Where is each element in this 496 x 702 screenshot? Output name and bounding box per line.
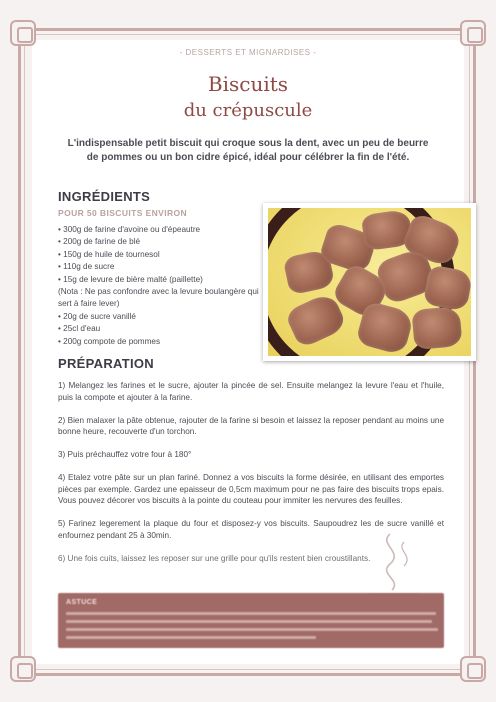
preparation-heading: PRÉPARATION: [58, 356, 154, 371]
step-text: 5) Farinez legerement la plaque du four et disposez-y vos biscuits. Saupoudrez les de sucre vanillé et enfournez pendant 25 à 30min.: [58, 519, 444, 540]
ingredients-heading: INGRÉDIENTS: [58, 189, 151, 204]
step-text: 2) Bien malaxer la pâte obtenue, rajouter de la farine si besoin et laissez la reposer pendant au moins une bonne heure, recouverte d'un torchon.: [58, 415, 444, 436]
biscuit-shape: [411, 306, 462, 350]
list-item: • 150g de huile de tournesol: [58, 249, 160, 259]
tip-text-line: [66, 628, 438, 631]
list-item: (Nota : Ne pas confondre avec la levure boulangère qui sert à faire lever): [58, 287, 259, 309]
list-item: • 200g de farine de blé: [58, 237, 141, 247]
step-text: 1) Melangez les farines et le sucre, ajouter la pincée de sel. Ensuite melangez la levure l'eau et l'huile, puis la compote et ajouter à la farine.: [58, 381, 444, 402]
page-title: Biscuits: [207, 72, 289, 96]
list-item: • 110g de sucre: [58, 262, 115, 272]
celtic-knot-corner-icon: [460, 20, 486, 46]
tip-box: [58, 593, 444, 648]
tip-text-line: [66, 636, 316, 639]
tip-label: ASTUCE: [66, 599, 98, 606]
step-text: 3) Puis préchauffez votre four à 180°: [58, 450, 192, 459]
list-item: • 200g compote de pommes: [58, 336, 161, 346]
intro-paragraph: L'indispensable petit biscuit qui croque sous la dent, avec un peu de beurre de pommes ou un bon cidre épicé, idéal pour célébrer la fin de l'été.: [67, 138, 429, 163]
celtic-knot-corner-icon: [10, 656, 36, 682]
biscuits-photo: [263, 203, 476, 361]
tip-text-line: [66, 620, 432, 623]
section-tag: - DESSERTS ET MIGNARDISES -: [179, 48, 317, 57]
biscuits-plate-image: [268, 208, 471, 356]
list-item: • 20g de sucre vanillé: [58, 311, 136, 321]
step-text: 4) Etalez votre pâte sur un plan fariné. Donnez a vos biscuits la forme désirée, en utilisant des emportes pièces par exemple. Gardez une epaisseur de 0,5cm maximum pour ne pas faire des biscuits trops epais. Vous pouvez décorer vos biscuits à la pointe du couteau pour immiter les nervures des feuilles.: [58, 473, 444, 505]
list-item: • 300g de farine d'avoine ou d'épeautre: [58, 225, 201, 234]
list-item: • 25cl d'eau: [58, 324, 101, 334]
page-subtitle: du crépuscule: [183, 100, 313, 121]
ingredients-list: [58, 224, 268, 348]
list-item: • 15g de levure de bière malté (paillette): [58, 274, 203, 284]
serving-size: POUR 50 BISCUITS ENVIRON: [58, 208, 188, 218]
step-text: 6) Une fois cuits, laissez les reposer sur une grille pour qu'ils restent bien croustillants.: [58, 553, 371, 563]
celtic-knot-corner-icon: [460, 656, 486, 682]
biscuit-shape: [423, 264, 471, 311]
celtic-knot-corner-icon: [10, 20, 36, 46]
tip-text-line: [66, 612, 436, 615]
